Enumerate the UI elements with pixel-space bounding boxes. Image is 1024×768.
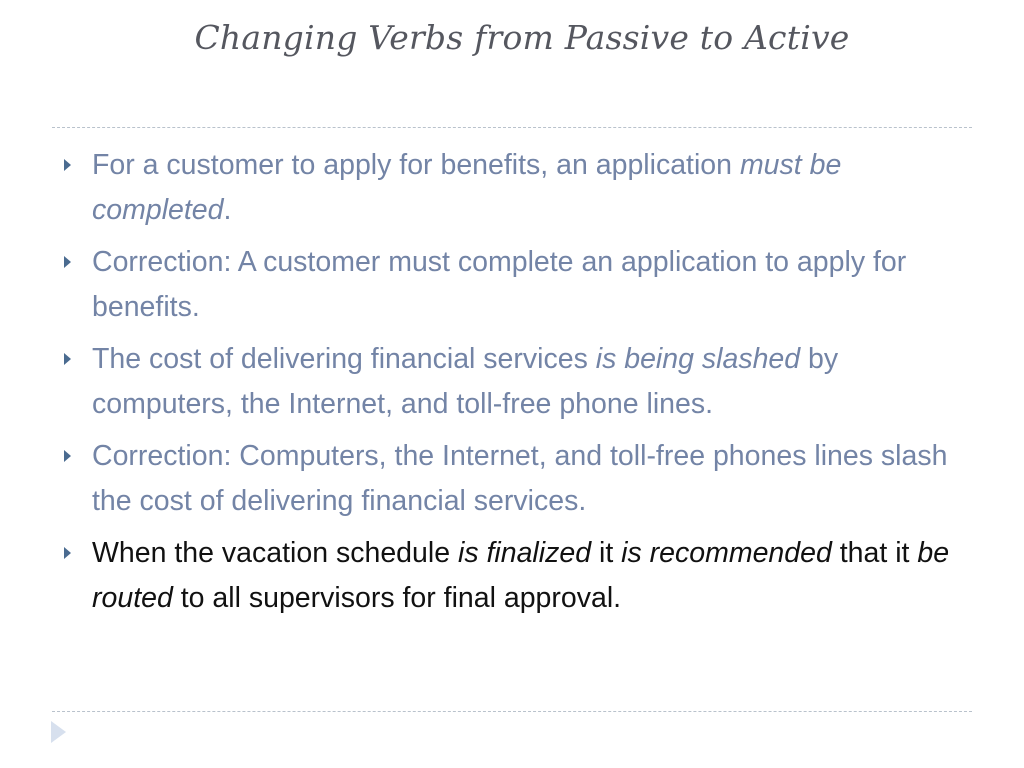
- slide-title: Changing Verbs from Passive to Active: [194, 18, 850, 57]
- top-divider: [52, 127, 972, 128]
- bullet-triangle-icon: [64, 353, 71, 365]
- passive-verb-phrase: must be completed: [92, 149, 842, 226]
- passive-verb-phrase: is recommended: [621, 537, 832, 569]
- bullet-item-passive-application: [62, 143, 962, 233]
- bullet-text: [92, 537, 949, 614]
- bullet-list: [62, 143, 962, 628]
- bullet-triangle-icon: [64, 256, 71, 268]
- bullet-item-active-costs-correction: [62, 434, 962, 524]
- bullet-text: [92, 440, 947, 517]
- bullet-item-passive-vacation-schedule: [62, 531, 962, 621]
- bullet-text-part: Correction: A customer must complete an application to apply for benefits.: [92, 246, 907, 323]
- bullet-text-part: it: [591, 537, 622, 569]
- bullet-text-part: by computers, the Internet, and toll-free phone lines.: [92, 343, 839, 420]
- bullet-item-passive-costs: [62, 337, 962, 427]
- bullet-text: [92, 246, 906, 323]
- bullet-text-part: For a customer to apply for benefits, an application: [92, 149, 740, 181]
- bullet-text-part: The cost of delivering financial services: [92, 343, 596, 375]
- bullet-text: [92, 343, 838, 420]
- bullet-text: [92, 149, 841, 226]
- bullet-text-part: to all supervisors for final approval.: [172, 582, 622, 614]
- bottom-divider: [52, 711, 972, 712]
- bullet-text-part: Correction: Computers, the Internet, and toll-free phones lines slash the cost of delivering financial services.: [92, 440, 948, 517]
- bullet-text-part: .: [223, 194, 232, 226]
- passive-verb-phrase: be routed: [92, 537, 950, 614]
- bullet-item-active-application-correction: [62, 240, 962, 330]
- bullet-triangle-icon: [64, 159, 71, 171]
- passive-verb-phrase: is being slashed: [595, 343, 801, 375]
- passive-verb-phrase: is finalized: [457, 537, 592, 569]
- bullet-triangle-icon: [64, 450, 71, 462]
- bullet-text-part: that it: [831, 537, 918, 569]
- bullet-text-part: When the vacation schedule: [92, 537, 458, 569]
- bullet-triangle-icon: [64, 547, 71, 559]
- triangle-right-icon[interactable]: [51, 721, 66, 743]
